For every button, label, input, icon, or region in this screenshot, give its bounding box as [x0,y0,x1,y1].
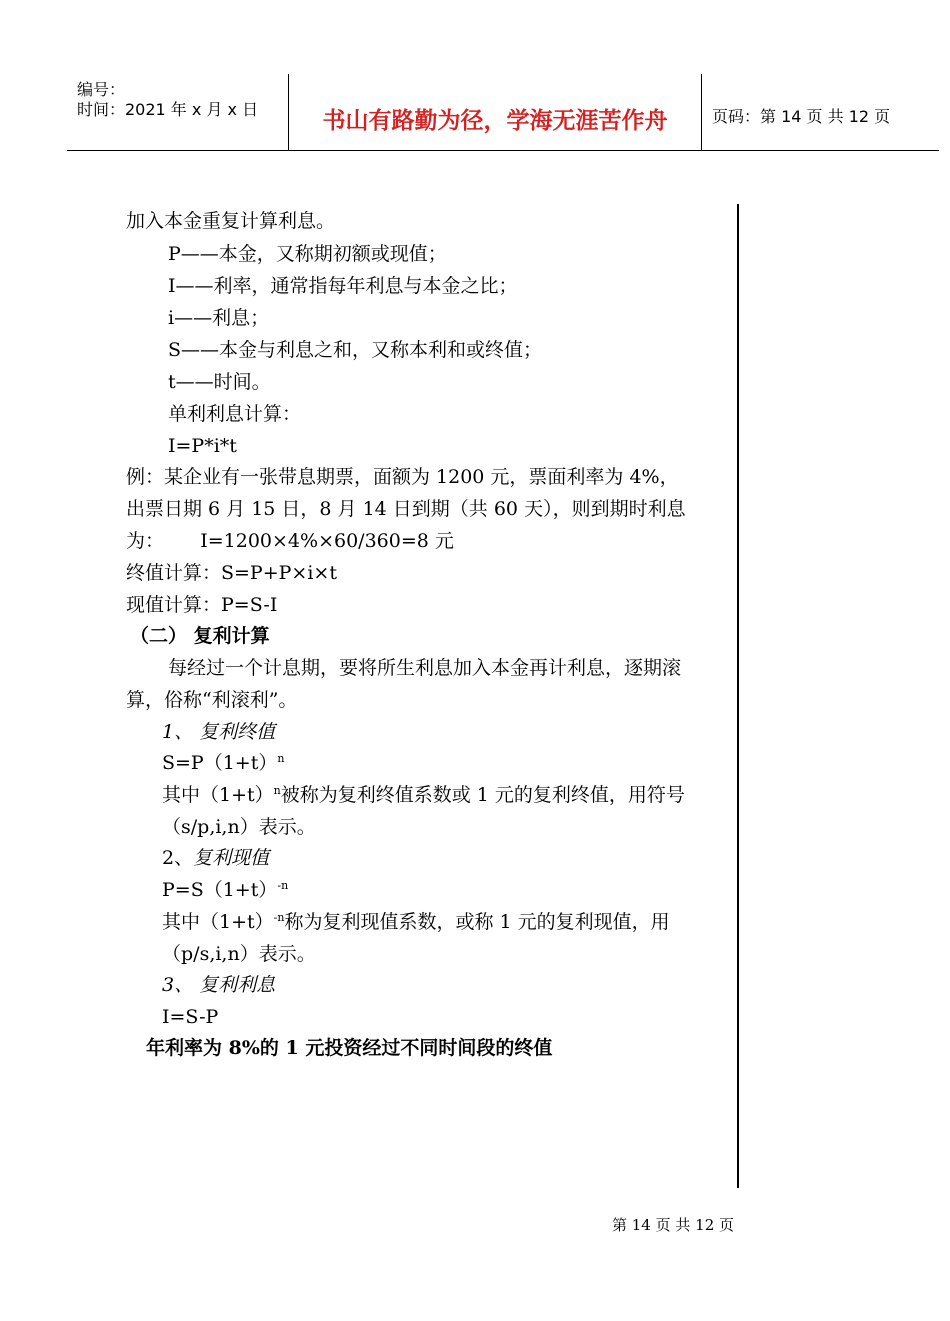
example-line: 出票日期 6 月 15 日，8 月 14 日到期（共 60 天），则到期时利息 [126,498,686,520]
text-line: 加入本金重复计算利息。 [126,210,336,232]
simple-interest-heading: 单利利息计算： [168,403,302,425]
definition-principal: P——本金，又称期初额或现值； [168,243,447,265]
page-footer: 第 14 页 共 12 页 [612,1216,735,1234]
table-title: 年利率为 8%的 1 元投资经过不同时间段的终值 [146,1037,553,1059]
example-line: 例：某企业有一张带息期票，面额为 1200 元，票面利率为 4%， [126,466,679,488]
definition-time: t——时间。 [168,371,271,393]
compound-interest-formula: I=S-P [162,1006,219,1028]
date-label: 时间：2021 年 x 月 x 日 [77,100,259,119]
header-motto-cell [289,74,702,150]
subheading-compound-fv: 1、 复利终值 [162,721,276,743]
simple-interest-formula: I=P*i*t [168,435,237,457]
section-heading: （二） 复利计算 [130,625,270,647]
definition-rate: I——利率，通常指每年利息与本金之比； [168,275,518,297]
present-value-formula: 现值计算：P=S-I [126,594,278,616]
document-header [67,74,939,151]
paragraph-line: （s/p,i,n）表示。 [162,816,316,838]
definition-sum: S——本金与利息之和，又称本利和或终值； [168,339,543,361]
compound-pv-formula: $P=S(1+t)^{-n}$ [162,879,289,901]
subheading-compound-interest: 3、 复利利息 [162,974,276,996]
paragraph-line: 其中$(1+t)^{-n}$称为复利现值系数，或称 1 元的复利现值，用 [162,911,670,933]
header-page-info: 页码：第 14 页 共 12 页 [712,107,891,126]
subheading-compound-pv: 2、复利现值 [162,847,270,869]
future-value-formula: 终值计算：S=P+P×i×t [126,562,337,584]
paragraph-line: 其中$(1+t)^n$被称为复利终值系数或 1 元的复利终值，用符号 [162,784,685,806]
right-margin-rule [737,204,739,1188]
paragraph-line: 每经过一个计息期，要将所生利息加入本金再计利息，逐期滚 [168,657,682,679]
example-result: 为： I=1200×4%×60/360=8 元 [126,530,454,552]
definition-interest: i——利息； [168,307,270,329]
paragraph-line: 算，俗称“利滚利”。 [126,689,298,711]
paragraph-line: （p/s,i,n）表示。 [162,943,316,965]
header-meta-cell [67,74,289,150]
header-motto: 书山有路勤为径，学海无涯苦作舟 [322,108,668,134]
serial-number-label: 编号： [77,80,126,99]
compound-fv-formula: $S=P(1+t)^n$ [162,752,285,774]
header-page-cell [702,74,939,150]
